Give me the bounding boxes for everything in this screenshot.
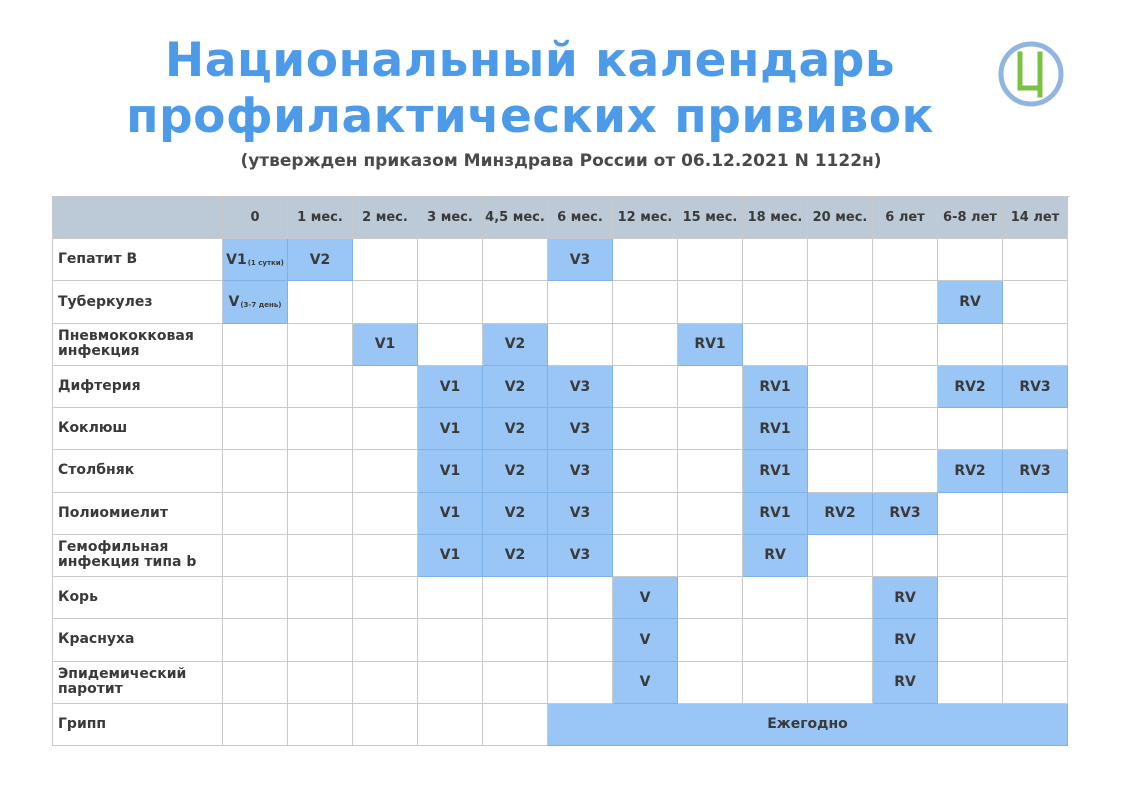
vaccination-code: V3 bbox=[569, 462, 591, 479]
vaccination-cell bbox=[873, 662, 938, 704]
c-letter-logo-icon bbox=[997, 40, 1065, 108]
column-header: 12 мес. bbox=[613, 197, 678, 239]
empty-cell bbox=[743, 324, 808, 366]
empty-cell bbox=[873, 324, 938, 366]
vaccination-code: RV2 bbox=[954, 462, 986, 479]
vaccination-code: V1 bbox=[226, 251, 247, 268]
vaccination-timing-note: (1 сутки) bbox=[247, 258, 284, 267]
page-title-line-1: Национальный календарь bbox=[164, 33, 896, 88]
vaccination-cell bbox=[613, 619, 678, 661]
empty-cell bbox=[353, 577, 418, 619]
page-title-line-2: профилактических прививок bbox=[126, 89, 934, 144]
empty-cell bbox=[808, 324, 873, 366]
vaccination-cell bbox=[223, 281, 288, 323]
row-label: Краснуха bbox=[53, 619, 223, 661]
row-label: Дифтерия bbox=[53, 366, 223, 408]
row-label: Грипп bbox=[53, 704, 223, 746]
empty-cell bbox=[548, 324, 613, 366]
empty-cell bbox=[288, 493, 353, 535]
vaccination-cell bbox=[418, 450, 483, 492]
empty-cell bbox=[418, 577, 483, 619]
empty-cell bbox=[613, 493, 678, 535]
header-corner-cell bbox=[53, 197, 223, 239]
vaccination-table bbox=[52, 196, 1070, 746]
column-header: 0 bbox=[223, 197, 288, 239]
empty-cell bbox=[873, 239, 938, 281]
empty-cell bbox=[223, 577, 288, 619]
vaccination-code: V bbox=[639, 589, 651, 606]
empty-cell bbox=[548, 577, 613, 619]
empty-cell bbox=[678, 493, 743, 535]
empty-cell bbox=[1003, 535, 1068, 577]
empty-cell bbox=[223, 619, 288, 661]
empty-cell bbox=[743, 619, 808, 661]
vaccination-code: RV1 bbox=[759, 420, 791, 437]
vaccination-code: V bbox=[228, 294, 240, 311]
vaccination-cell bbox=[743, 408, 808, 450]
empty-cell bbox=[873, 366, 938, 408]
vaccination-code: V3 bbox=[569, 505, 591, 522]
empty-cell bbox=[873, 535, 938, 577]
vaccination-code: V1 bbox=[439, 505, 461, 522]
empty-cell bbox=[808, 450, 873, 492]
vaccination-code: V3 bbox=[569, 378, 591, 395]
vaccination-code: V3 bbox=[569, 251, 591, 268]
vaccination-cell bbox=[808, 493, 873, 535]
vaccination-code: V2 bbox=[504, 378, 526, 395]
row-label: Туберкулез bbox=[53, 281, 223, 323]
empty-cell bbox=[613, 324, 678, 366]
empty-cell bbox=[1003, 239, 1068, 281]
empty-cell bbox=[678, 619, 743, 661]
empty-cell bbox=[613, 239, 678, 281]
vaccination-code: V2 bbox=[504, 462, 526, 479]
empty-cell bbox=[223, 324, 288, 366]
empty-cell bbox=[678, 281, 743, 323]
column-header: 2 мес. bbox=[353, 197, 418, 239]
vaccination-code: RV1 bbox=[694, 336, 726, 353]
vaccination-cell bbox=[288, 239, 353, 281]
vaccination-cell bbox=[483, 450, 548, 492]
vaccination-cell bbox=[483, 408, 548, 450]
vaccination-cell bbox=[418, 408, 483, 450]
vaccination-code: Ежегодно bbox=[767, 716, 848, 733]
empty-cell bbox=[353, 619, 418, 661]
empty-cell bbox=[483, 577, 548, 619]
vaccination-cell bbox=[938, 450, 1003, 492]
empty-cell bbox=[808, 366, 873, 408]
empty-cell bbox=[418, 662, 483, 704]
row-label: Столбняк bbox=[53, 450, 223, 492]
empty-cell bbox=[938, 662, 1003, 704]
empty-cell bbox=[1003, 577, 1068, 619]
empty-cell bbox=[678, 450, 743, 492]
empty-cell bbox=[808, 535, 873, 577]
empty-cell bbox=[353, 239, 418, 281]
empty-cell bbox=[613, 366, 678, 408]
empty-cell bbox=[938, 324, 1003, 366]
row-label: Коклюш bbox=[53, 408, 223, 450]
empty-cell bbox=[808, 619, 873, 661]
empty-cell bbox=[288, 577, 353, 619]
vaccination-cell bbox=[873, 493, 938, 535]
empty-cell bbox=[548, 281, 613, 323]
empty-cell bbox=[873, 281, 938, 323]
empty-cell bbox=[808, 281, 873, 323]
vaccination-code: V2 bbox=[504, 420, 526, 437]
vaccination-code: RV2 bbox=[824, 505, 856, 522]
vaccination-code: RV bbox=[764, 547, 786, 564]
row-label: Пневмококковая инфекция bbox=[53, 324, 223, 366]
empty-cell bbox=[288, 324, 353, 366]
vaccination-code: RV1 bbox=[759, 505, 791, 522]
vaccination-cell bbox=[548, 408, 613, 450]
vaccination-cell bbox=[548, 704, 1068, 746]
empty-cell bbox=[938, 493, 1003, 535]
empty-cell bbox=[678, 239, 743, 281]
empty-cell bbox=[223, 662, 288, 704]
empty-cell bbox=[288, 408, 353, 450]
empty-cell bbox=[353, 493, 418, 535]
empty-cell bbox=[288, 619, 353, 661]
empty-cell bbox=[808, 239, 873, 281]
empty-cell bbox=[353, 366, 418, 408]
empty-cell bbox=[938, 577, 1003, 619]
empty-cell bbox=[678, 577, 743, 619]
empty-cell bbox=[743, 281, 808, 323]
empty-cell bbox=[483, 704, 548, 746]
empty-cell bbox=[743, 662, 808, 704]
vaccination-cell bbox=[548, 239, 613, 281]
vaccination-code: V1 bbox=[439, 420, 461, 437]
empty-cell bbox=[353, 281, 418, 323]
empty-cell bbox=[418, 704, 483, 746]
empty-cell bbox=[223, 450, 288, 492]
empty-cell bbox=[613, 535, 678, 577]
vaccination-cell bbox=[678, 324, 743, 366]
vaccination-code: RV bbox=[894, 589, 916, 606]
empty-cell bbox=[483, 662, 548, 704]
empty-cell bbox=[418, 239, 483, 281]
empty-cell bbox=[938, 239, 1003, 281]
vaccination-cell bbox=[1003, 366, 1068, 408]
column-header: 15 мес. bbox=[678, 197, 743, 239]
empty-cell bbox=[808, 408, 873, 450]
vaccination-code: V2 bbox=[504, 547, 526, 564]
vaccination-cell bbox=[613, 577, 678, 619]
vaccination-code: RV3 bbox=[1019, 462, 1051, 479]
empty-cell bbox=[288, 662, 353, 704]
vaccination-code: V2 bbox=[504, 505, 526, 522]
empty-cell bbox=[353, 662, 418, 704]
empty-cell bbox=[548, 662, 613, 704]
empty-cell bbox=[418, 281, 483, 323]
vaccination-code: V2 bbox=[309, 251, 331, 268]
empty-cell bbox=[678, 535, 743, 577]
empty-cell bbox=[288, 450, 353, 492]
vaccination-cell bbox=[873, 577, 938, 619]
vaccination-cell bbox=[548, 535, 613, 577]
vaccination-code: RV bbox=[959, 294, 981, 311]
empty-cell bbox=[353, 408, 418, 450]
empty-cell bbox=[288, 281, 353, 323]
row-label: Полиомиелит bbox=[53, 493, 223, 535]
vaccination-cell bbox=[743, 535, 808, 577]
empty-cell bbox=[288, 704, 353, 746]
vaccination-cell bbox=[223, 239, 288, 281]
vaccination-cell bbox=[418, 535, 483, 577]
empty-cell bbox=[223, 535, 288, 577]
empty-cell bbox=[678, 408, 743, 450]
vaccination-cell bbox=[743, 366, 808, 408]
vaccination-code: RV1 bbox=[759, 462, 791, 479]
empty-cell bbox=[483, 281, 548, 323]
vaccination-cell bbox=[418, 366, 483, 408]
row-label: Эпидемический паротит bbox=[53, 662, 223, 704]
empty-cell bbox=[1003, 619, 1068, 661]
vaccination-cell bbox=[548, 493, 613, 535]
column-header: 1 мес. bbox=[288, 197, 353, 239]
empty-cell bbox=[873, 408, 938, 450]
empty-cell bbox=[288, 535, 353, 577]
vaccination-code: V1 bbox=[439, 462, 461, 479]
vaccination-code: V1 bbox=[439, 547, 461, 564]
empty-cell bbox=[548, 619, 613, 661]
vaccination-code: RV2 bbox=[954, 378, 986, 395]
empty-cell bbox=[613, 408, 678, 450]
empty-cell bbox=[678, 662, 743, 704]
empty-cell bbox=[1003, 493, 1068, 535]
column-header: 4,5 мес. bbox=[483, 197, 548, 239]
empty-cell bbox=[353, 535, 418, 577]
row-label: Корь bbox=[53, 577, 223, 619]
empty-cell bbox=[938, 535, 1003, 577]
empty-cell bbox=[938, 619, 1003, 661]
vaccination-code: RV bbox=[894, 674, 916, 691]
vaccination-code: RV1 bbox=[759, 378, 791, 395]
empty-cell bbox=[1003, 281, 1068, 323]
vaccination-cell bbox=[743, 493, 808, 535]
empty-cell bbox=[678, 366, 743, 408]
vaccination-cell bbox=[353, 324, 418, 366]
empty-cell bbox=[353, 450, 418, 492]
column-header: 20 мес. bbox=[808, 197, 873, 239]
column-header: 6-8 лет bbox=[938, 197, 1003, 239]
empty-cell bbox=[483, 239, 548, 281]
vaccination-cell bbox=[483, 535, 548, 577]
row-label: Гепатит В bbox=[53, 239, 223, 281]
vaccination-cell bbox=[1003, 450, 1068, 492]
empty-cell bbox=[223, 366, 288, 408]
empty-cell bbox=[613, 450, 678, 492]
vaccination-code: V1 bbox=[374, 336, 396, 353]
vaccination-code: V3 bbox=[569, 420, 591, 437]
empty-cell bbox=[418, 619, 483, 661]
column-header: 18 мес. bbox=[743, 197, 808, 239]
vaccination-cell bbox=[483, 324, 548, 366]
row-label: Гемофильная инфекция типа b bbox=[53, 535, 223, 577]
empty-cell bbox=[1003, 408, 1068, 450]
vaccination-timing-note: (3-7 день) bbox=[240, 301, 282, 310]
vaccination-cell bbox=[743, 450, 808, 492]
vaccination-code: RV3 bbox=[1019, 378, 1051, 395]
vaccination-code: V3 bbox=[569, 547, 591, 564]
column-header: 6 мес. bbox=[548, 197, 613, 239]
vaccination-cell bbox=[418, 493, 483, 535]
empty-cell bbox=[353, 704, 418, 746]
vaccination-cell bbox=[873, 619, 938, 661]
vaccination-code: V2 bbox=[504, 336, 526, 353]
empty-cell bbox=[938, 408, 1003, 450]
page-subtitle: (утвержден приказом Минздрава России от 06.12.2021 N 1122н) bbox=[240, 151, 882, 171]
empty-cell bbox=[1003, 662, 1068, 704]
vaccination-code: V bbox=[639, 674, 651, 691]
vaccination-cell bbox=[483, 493, 548, 535]
column-header: 3 мес. bbox=[418, 197, 483, 239]
empty-cell bbox=[808, 577, 873, 619]
vaccination-cell bbox=[938, 281, 1003, 323]
empty-cell bbox=[1003, 324, 1068, 366]
vaccination-code: V1 bbox=[439, 378, 461, 395]
empty-cell bbox=[808, 662, 873, 704]
vaccination-cell bbox=[548, 366, 613, 408]
empty-cell bbox=[743, 239, 808, 281]
vaccination-cell bbox=[938, 366, 1003, 408]
column-header: 6 лет bbox=[873, 197, 938, 239]
vaccination-code: RV bbox=[894, 631, 916, 648]
vaccination-code: RV3 bbox=[889, 505, 921, 522]
empty-cell bbox=[223, 493, 288, 535]
vaccination-cell bbox=[548, 450, 613, 492]
empty-cell bbox=[613, 281, 678, 323]
vaccination-cell bbox=[613, 662, 678, 704]
vaccination-code: V bbox=[639, 631, 651, 648]
empty-cell bbox=[223, 704, 288, 746]
empty-cell bbox=[288, 366, 353, 408]
empty-cell bbox=[223, 408, 288, 450]
column-header: 14 лет bbox=[1003, 197, 1068, 239]
empty-cell bbox=[418, 324, 483, 366]
vaccination-cell bbox=[483, 366, 548, 408]
empty-cell bbox=[873, 450, 938, 492]
empty-cell bbox=[483, 619, 548, 661]
empty-cell bbox=[743, 577, 808, 619]
